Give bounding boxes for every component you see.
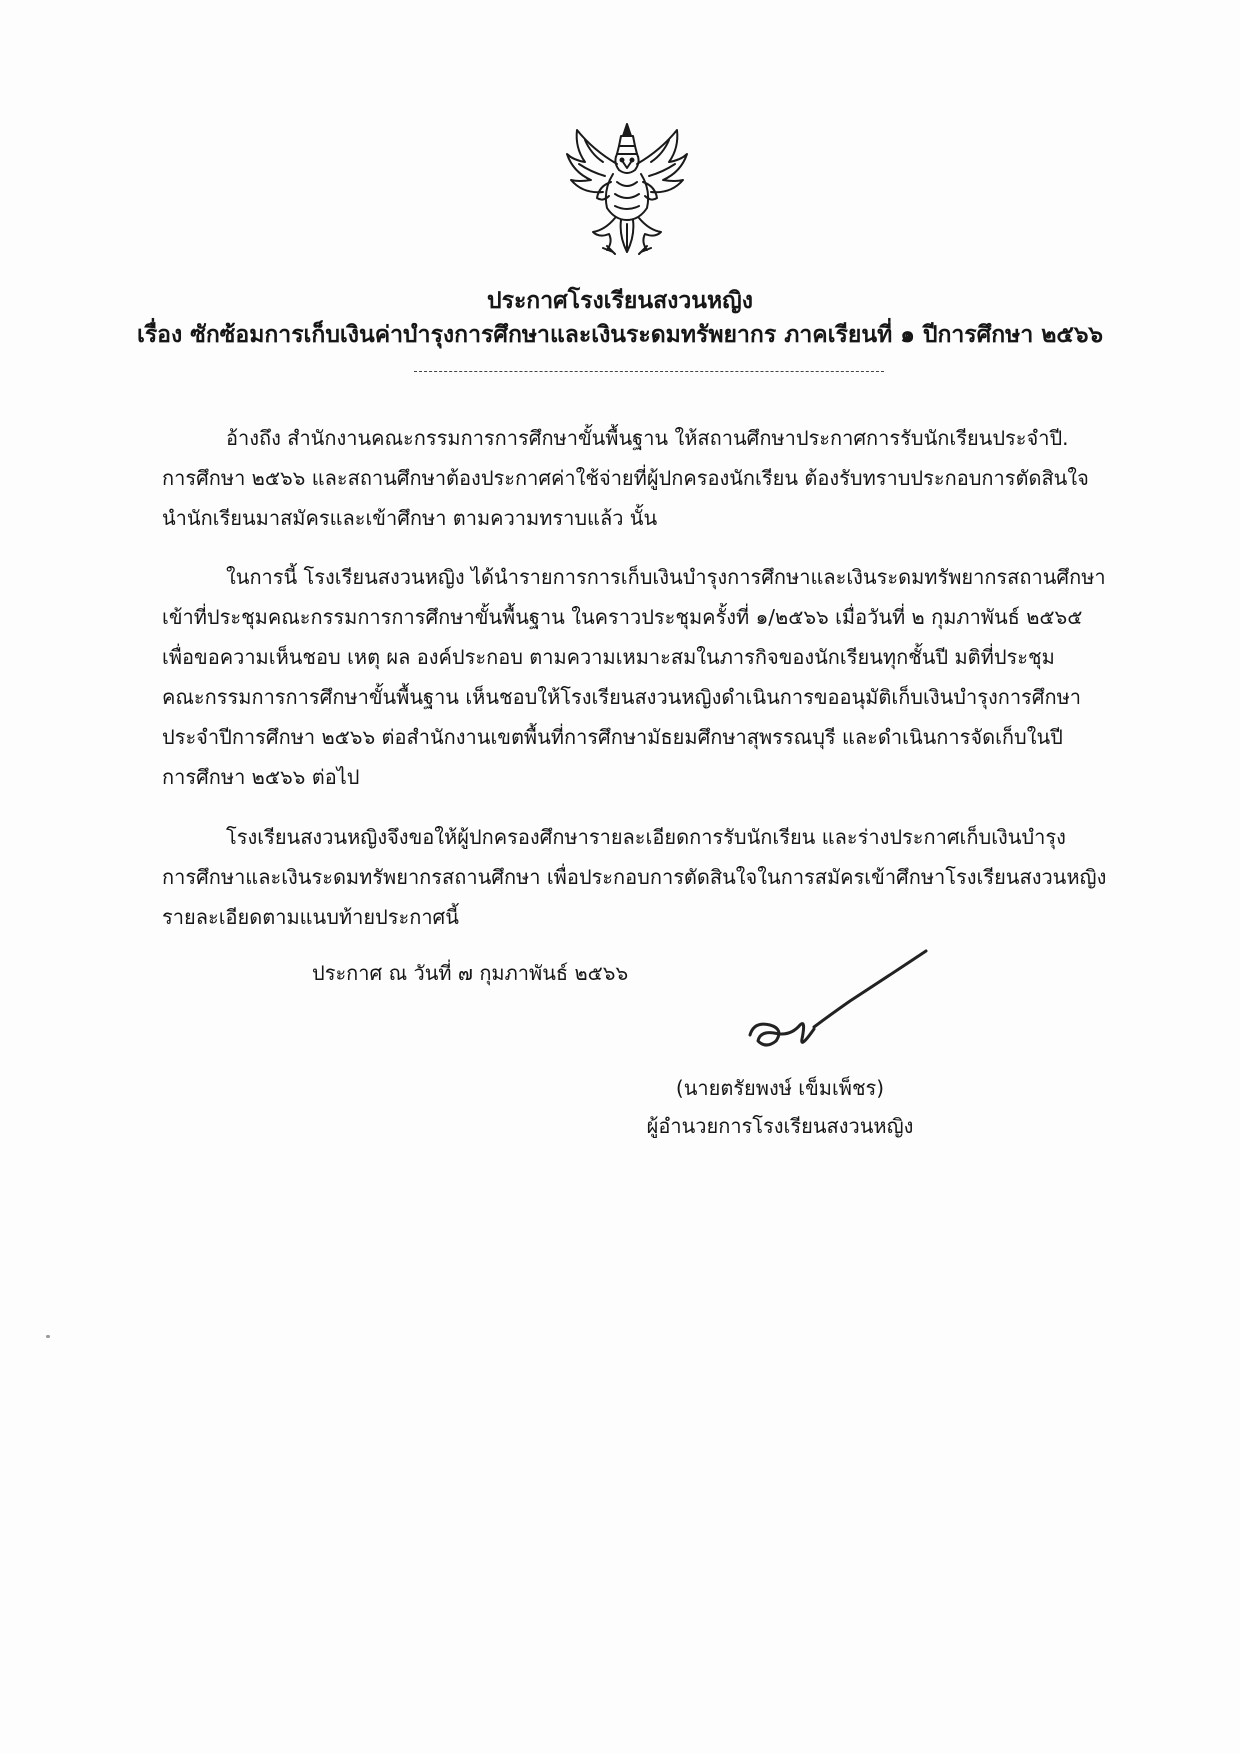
paragraph-line: คณะกรรมการการศึกษาขั้นพื้นฐาน เห็นชอบให้โรงเรียนสงวนหญิงดำเนินการขออนุมัติเก็บเงินบำรุงการศึกษา — [162, 685, 1082, 709]
paragraph-line: การศึกษา ๒๕๖๖ และสถานศึกษาต้องประกาศค่าใช้จ่ายที่ผู้ปกครองนักเรียน ต้องรับทราบประกอบการตัดสินใจ — [162, 466, 1089, 490]
paragraph-line: โรงเรียนสงวนหญิงจึงขอให้ผู้ปกครองศึกษารายละเอียดการรับนักเรียน และร่างประกาศเก็บเงินบำรุง — [226, 825, 1066, 849]
signer-position: ผู้อำนวยการโรงเรียนสงวนหญิง — [646, 1114, 914, 1138]
paragraph-line: เข้าที่ประชุมคณะกรรมการการศึกษาขั้นพื้นฐาน ในคราวประชุมครั้งที่ ๑/๒๕๖๖ เมื่อวันที่ ๒ กุมภาพันธ์ ๒๕๖๕ — [162, 605, 1083, 629]
paragraph-line: รายละเอียดตามแนบท้ายประกาศนี้ — [162, 905, 459, 929]
paragraph-line: ในการนี้ โรงเรียนสงวนหญิง ได้นำรายการการเก็บเงินบำรุงการศึกษาและเงินระดมทรัพยากรสถานศึกษา — [226, 565, 1106, 589]
announcement-subject: เรื่อง ซักซ้อมการเก็บเงินค่าบำรุงการศึกษาและเงินระดมทรัพยากร ภาคเรียนที่ ๑ ปีการศึกษา ๒๕๖๖ — [136, 322, 1104, 348]
paragraph-line: การศึกษา ๒๕๖๖ ต่อไป — [162, 765, 360, 789]
signer-name: (นายตรัยพงษ์ เข็มเพ็ชร) — [675, 1076, 885, 1100]
paragraph-line: อ้างถึง สำนักงานคณะกรรมการการศึกษาขั้นพื้นฐาน ให้สถานศึกษาประกาศการรับนักเรียนประจำปี. — [226, 426, 1069, 450]
paragraph-line: ประจำปีการศึกษา ๒๕๖๖ ต่อสำนักงานเขตพื้นที่การศึกษามัธยมศึกษาสุพรรณบุรี และดำเนินการจัดเก็บในปี — [162, 725, 1063, 749]
scan-speck — [46, 1335, 50, 1338]
paragraph-line: เพื่อขอความเห็นชอบ เหตุ ผล องค์ประกอบ ตามความเหมาะสมในภารกิจของนักเรียนทุกชั้นปี มติที่ประชุม — [162, 645, 1055, 669]
heading-divider — [414, 371, 884, 372]
announcement-title: ประกาศโรงเรียนสงวนหญิง — [487, 288, 753, 314]
handwritten-signature-icon — [740, 945, 940, 1055]
paragraph-reference — [162, 418, 1142, 538]
paragraph-line: นำนักเรียนมาสมัครและเข้าศึกษา ตามความทราบแล้ว นั้น — [162, 506, 658, 530]
paragraph-meeting — [162, 557, 1142, 797]
paragraph-line: การศึกษาและเงินระดมทรัพยากรสถานศึกษา เพื่อประกอบการตัดสินใจในการสมัครเข้าศึกษาโรงเรียนสงวนหญิง — [162, 865, 1107, 889]
announcement-date: ประกาศ ณ วันที่ ๗ กุมภาพันธ์ ๒๕๖๖ — [312, 961, 629, 985]
paragraph-request — [162, 817, 1142, 937]
garuda-emblem-icon — [563, 120, 691, 256]
